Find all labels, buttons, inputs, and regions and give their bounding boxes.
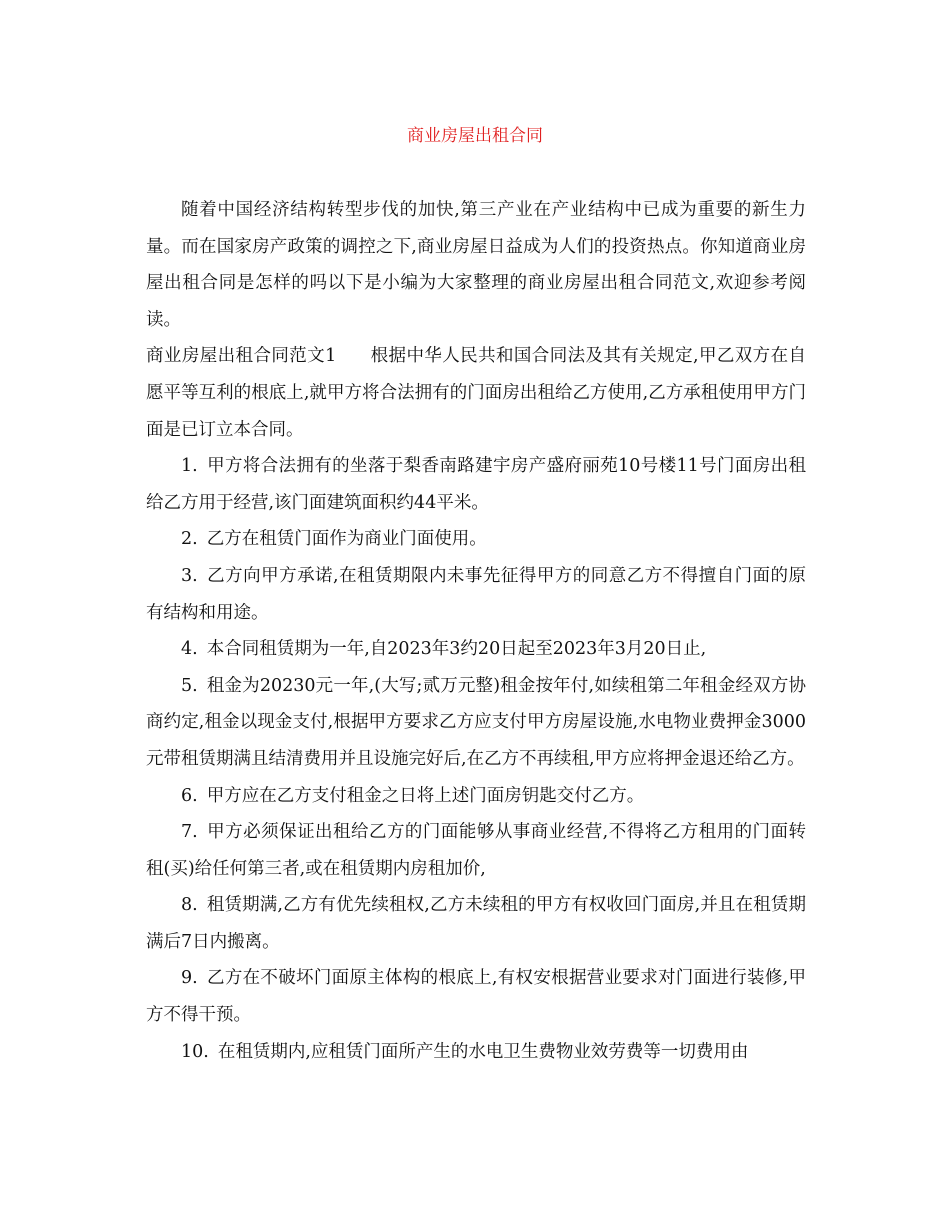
clause-text: 甲方应在乙方支付租金之日将上述门面房钥匙交付乙方。 [206, 785, 645, 806]
clause-text: 乙方在租赁门面作为商业门面使用。 [206, 529, 487, 550]
clause-number: 6. [181, 785, 198, 806]
clause-3 [146, 558, 806, 631]
clause-text: 乙方向甲方承诺,在租赁期限内未事先征得甲方的同意乙方不得擅自门面的原有结构和用途。 [146, 565, 806, 623]
clause-text: 本合同租赁期为一年,自2023年3约20日起至2023年3月20日止, [206, 639, 707, 660]
clause-9 [146, 960, 806, 1033]
clause-1 [146, 448, 806, 521]
clause-text: 租赁期满,乙方有优先续租权,乙方未续租的甲方有权收回门面房,并且在租赁期满后7日内搬离。 [146, 895, 806, 952]
clause-number: 5. [181, 675, 198, 696]
clause-text: 租金为20230元一年,(大写;贰万元整)租金按年付,如续租第二年租金经双方协商约定,租金以现金支付,根据甲方要求乙方应支付甲方房屋设施,水电物业费押金3000元带租赁期满且结清费用并且设施完好后,在乙方不再续租,甲方应将押金退还给乙方。 [146, 675, 806, 769]
clause-4 [146, 631, 806, 668]
clause-number: 9. [181, 968, 198, 989]
clause-7 [146, 814, 806, 887]
document-title: 商业房屋出租合同 [407, 126, 543, 146]
sample-heading: 商业房屋出租合同范文1 [146, 346, 337, 367]
clause-2 [146, 521, 806, 558]
clause-text: 甲方将合法拥有的坐落于梨香南路建宇房产盛府丽苑10号楼11号门面房出租给乙方用于经营,该门面建筑面积约44平米。 [146, 456, 806, 513]
clause-text: 甲方必须保证出租给乙方的门面能够从事商业经营,不得将乙方租用的门面转租(买)给任何第三者,或在租赁期内房租加价, [146, 822, 806, 879]
clause-5 [146, 668, 806, 778]
clause-number: 2. [181, 529, 198, 550]
clause-number: 7. [181, 822, 198, 843]
sample-intro-text: 根据中华人民共和国合同法及其有关规定,甲乙双方在自愿平等互利的根底上,就甲方将合法拥有的门面房出租给乙方使用,乙方承租使用甲方门面是已订立本合同。 [146, 346, 806, 440]
sample-intro-paragraph [146, 338, 806, 448]
clause-text: 在租赁期内,应租赁门面所产生的水电卫生费物业效劳费等一切费用由 [217, 1041, 749, 1062]
clause-number: 4. [181, 639, 198, 660]
clause-text: 乙方在不破坏门面原主体构的根底上,有权安根据营业要求对门面进行装修,甲方不得干预。 [146, 968, 806, 1026]
document-body [146, 192, 806, 1070]
clause-10 [146, 1034, 806, 1071]
clause-6 [146, 778, 806, 815]
clause-8 [146, 887, 806, 960]
clause-number: 8. [181, 895, 198, 916]
intro-paragraph: 随着中国经济结构转型步伐的加快,第三产业在产业结构中已成为重要的新生力量。而在国家房产政策的调控之下,商业房屋日益成为人们的投资热点。你知道商业房屋出租合同是怎样的吗以下是小编为大家整理的商业房屋出租合同范文,欢迎参考阅读。 [146, 200, 806, 330]
clause-number: 1. [181, 456, 198, 477]
clause-number: 3. [181, 565, 198, 586]
clause-number: 10. [181, 1041, 209, 1062]
